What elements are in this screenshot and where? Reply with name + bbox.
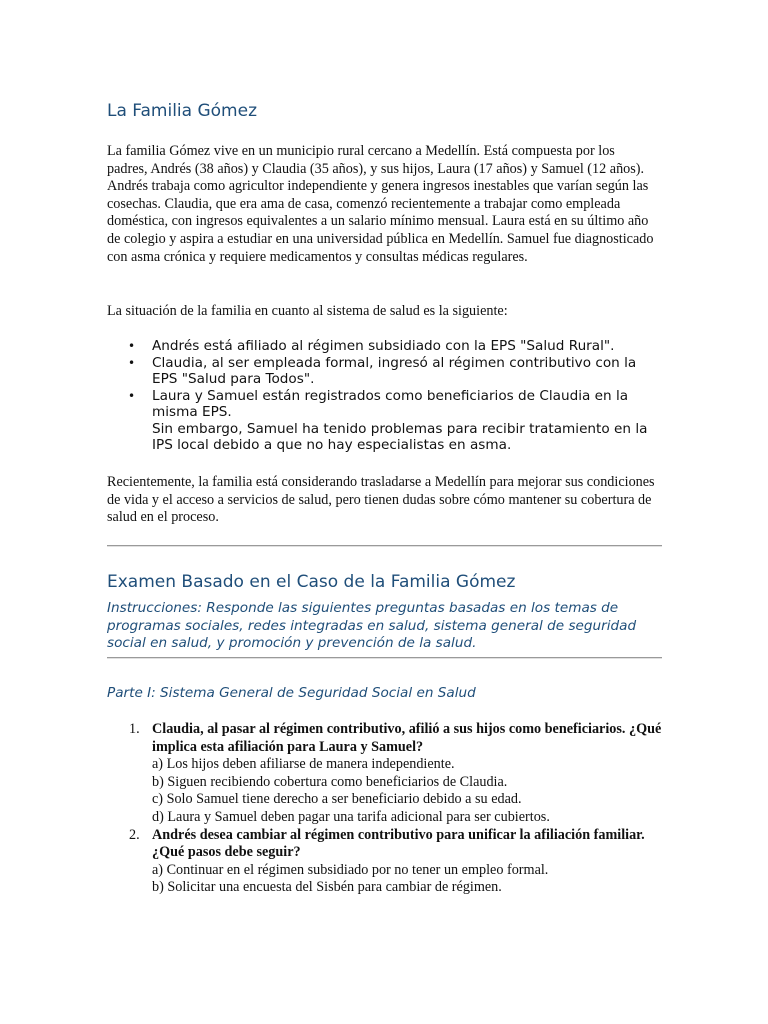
situation-bullet-list: [107, 338, 662, 454]
question-item: [107, 721, 662, 827]
bullet-icon: •: [128, 388, 136, 403]
part-title: Parte I: Sistema General de Seguridad Social en Salud: [107, 685, 476, 701]
closing-paragraph: Recientemente, la familia está considerando trasladarse a Medellín para mejorar sus condiciones de vida y el acceso a servicios de salud, pero tienen dudas sobre cómo mantener su cobertura de salud en el proceso.: [107, 474, 655, 526]
bullet-text: Laura y Samuel están registrados como beneficiarios de Claudia en la misma EPS.: [152, 387, 629, 420]
situation-paragraph: La situación de la familia en cuanto al sistema de salud es la siguiente:: [107, 303, 508, 319]
bullet-icon: •: [128, 355, 136, 370]
instructions-divider: [107, 657, 662, 659]
answer-option: d) Laura y Samuel deben pagar una tarifa adicional para ser cubiertos.: [152, 808, 550, 825]
exam-instructions: Instrucciones: Responde las siguientes preguntas basadas en los temas de programas sociales, redes integradas en salud, sistema general de seguridad social en salud, y promoción y prevención de la salud.: [107, 600, 637, 652]
answer-option: c) Solo Samuel tiene derecho a ser beneficiario debido a su edad.: [152, 791, 522, 808]
question-item: [107, 827, 662, 897]
answer-option: b) Siguen recibiendo cobertura como beneficiarios de Claudia.: [152, 773, 508, 790]
bullet-item: [107, 355, 662, 388]
bullet-icon: •: [128, 339, 136, 353]
intro-paragraph: La familia Gómez vive en un municipio rural cercano a Medellín. Está compuesta por los padres, Andrés (38 años) y Claudia (35 años), y sus hijos, Laura (17 años) y Samuel (12 años). Andrés trabaja como agricultor independiente y genera ingresos inestables que varían según las cosechas. Claudia, que era ama de casa, comenzó recientemente a trabajar como empleada doméstica, con ingresos equivalentes a un salario mínimo mensual. Laura está en su último año de colegio y aspira a estudiar en una universidad pública en Medellín. Samuel fue diagnosticado con asma crónica y requiere medicamentos y consultas médicas regulares.: [107, 143, 654, 265]
question-number: 1.: [129, 721, 140, 737]
bullet-item: [107, 388, 662, 454]
answer-option: a) Los hijos deben afiliarse de manera independiente.: [152, 756, 455, 773]
question-list: [107, 721, 662, 897]
page-title: La Familia Gómez: [107, 101, 257, 121]
bullet-text: Andrés está afiliado al régimen subsidiado con la EPS "Salud Rural".: [152, 338, 615, 354]
question-text: Andrés desea cambiar al régimen contributivo para unificar la afiliación familiar. ¿Qué pasos debe seguir?: [152, 826, 645, 861]
answer-option: a) Continuar en el régimen subsidiado por no tener un empleo formal.: [152, 861, 549, 878]
bullet-text-continuation: Sin embargo, Samuel ha tenido problemas para recibir tratamiento en la IPS local debido a que no hay especialistas en asma.: [152, 420, 648, 453]
exam-title: Examen Basado en el Caso de la Familia Gómez: [107, 572, 516, 592]
question-text: Claudia, al pasar al régimen contributivo, afilió a sus hijos como beneficiarios. ¿Qué implica esta afiliación para Laura y Samuel?: [152, 721, 662, 755]
bullet-item: [107, 338, 662, 355]
bullet-text: Claudia, al ser empleada formal, ingresó al régimen contributivo con la EPS "Salud para Todos".: [152, 354, 637, 387]
section-divider: [107, 545, 662, 547]
question-number: 2.: [129, 826, 140, 843]
answer-option: b) Solicitar una encuesta del Sisbén para cambiar de régimen.: [152, 879, 502, 896]
